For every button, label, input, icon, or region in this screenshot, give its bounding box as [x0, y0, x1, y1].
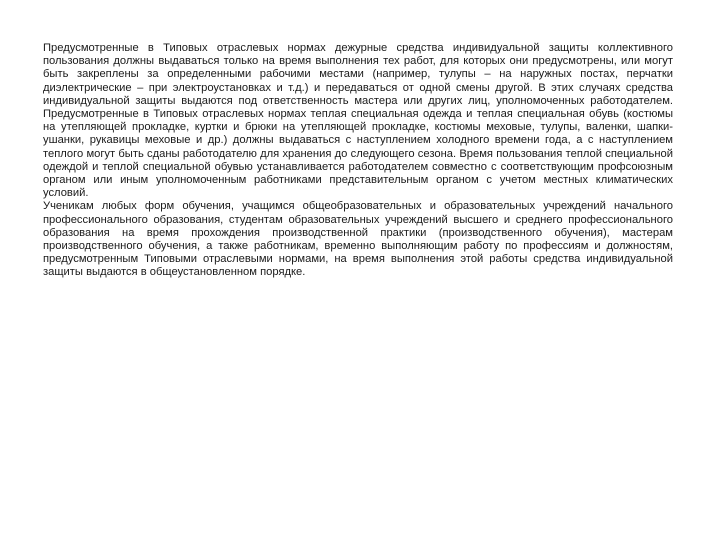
paragraph-warm-clothing: Предусмотренные в Типовых отраслевых нормах теплая специальная одежда и теплая специальная обувь (костюмы на утепляющей прокладке, куртки и брюки на утепляющей прокладке, костюмы меховые, тулупы, валенки, шапки-ушанки, рукавицы меховые и др.) должны выдаваться с наступлением холодного времени года, а с наступлением теплого могут быть сданы работодателю для хранения до следующего сезона. Время пользования теплой специальной одеждой и теплой специальной обувью устанавливается работодателем совместно с соответствующим профсоюзным органом или иным уполномоченным работниками представительным органом с учетом местных климатических условий. [43, 108, 673, 200]
body-text [43, 42, 673, 280]
paragraph-duty-ppe: Предусмотренные в Типовых отраслевых нормах дежурные средства индивидуальной защиты коллективного пользования должны выдаваться только на время выполнения тех работ, для которых они предусмотрены, или могут быть закреплены за определенными рабочими местами (например, тулупы – на наружных постах, перчатки диэлектрические – при электроустановках и т.д.) и передаваться от одной смены другой. В этих случаях средства индивидуальной защиты выдаются под ответственность мастера или других лиц, уполномоченных работодателем. [43, 42, 673, 107]
paragraph-students-ppe: Ученикам любых форм обучения, учащимся общеобразовательных и образовательных учреждений начального профессионального образования, студентам образовательных учреждений высшего и среднего профессионального образования на время прохождения производственной практики (производственного обучения), мастерам производственного обучения, а также работникам, временно выполняющим работу по профессиям и должностям, предусмотренным Типовыми отраслевыми нормами, на время выполнения этой работы средства индивидуальной защиты выдаются в общеустановленном порядке. [43, 200, 673, 279]
